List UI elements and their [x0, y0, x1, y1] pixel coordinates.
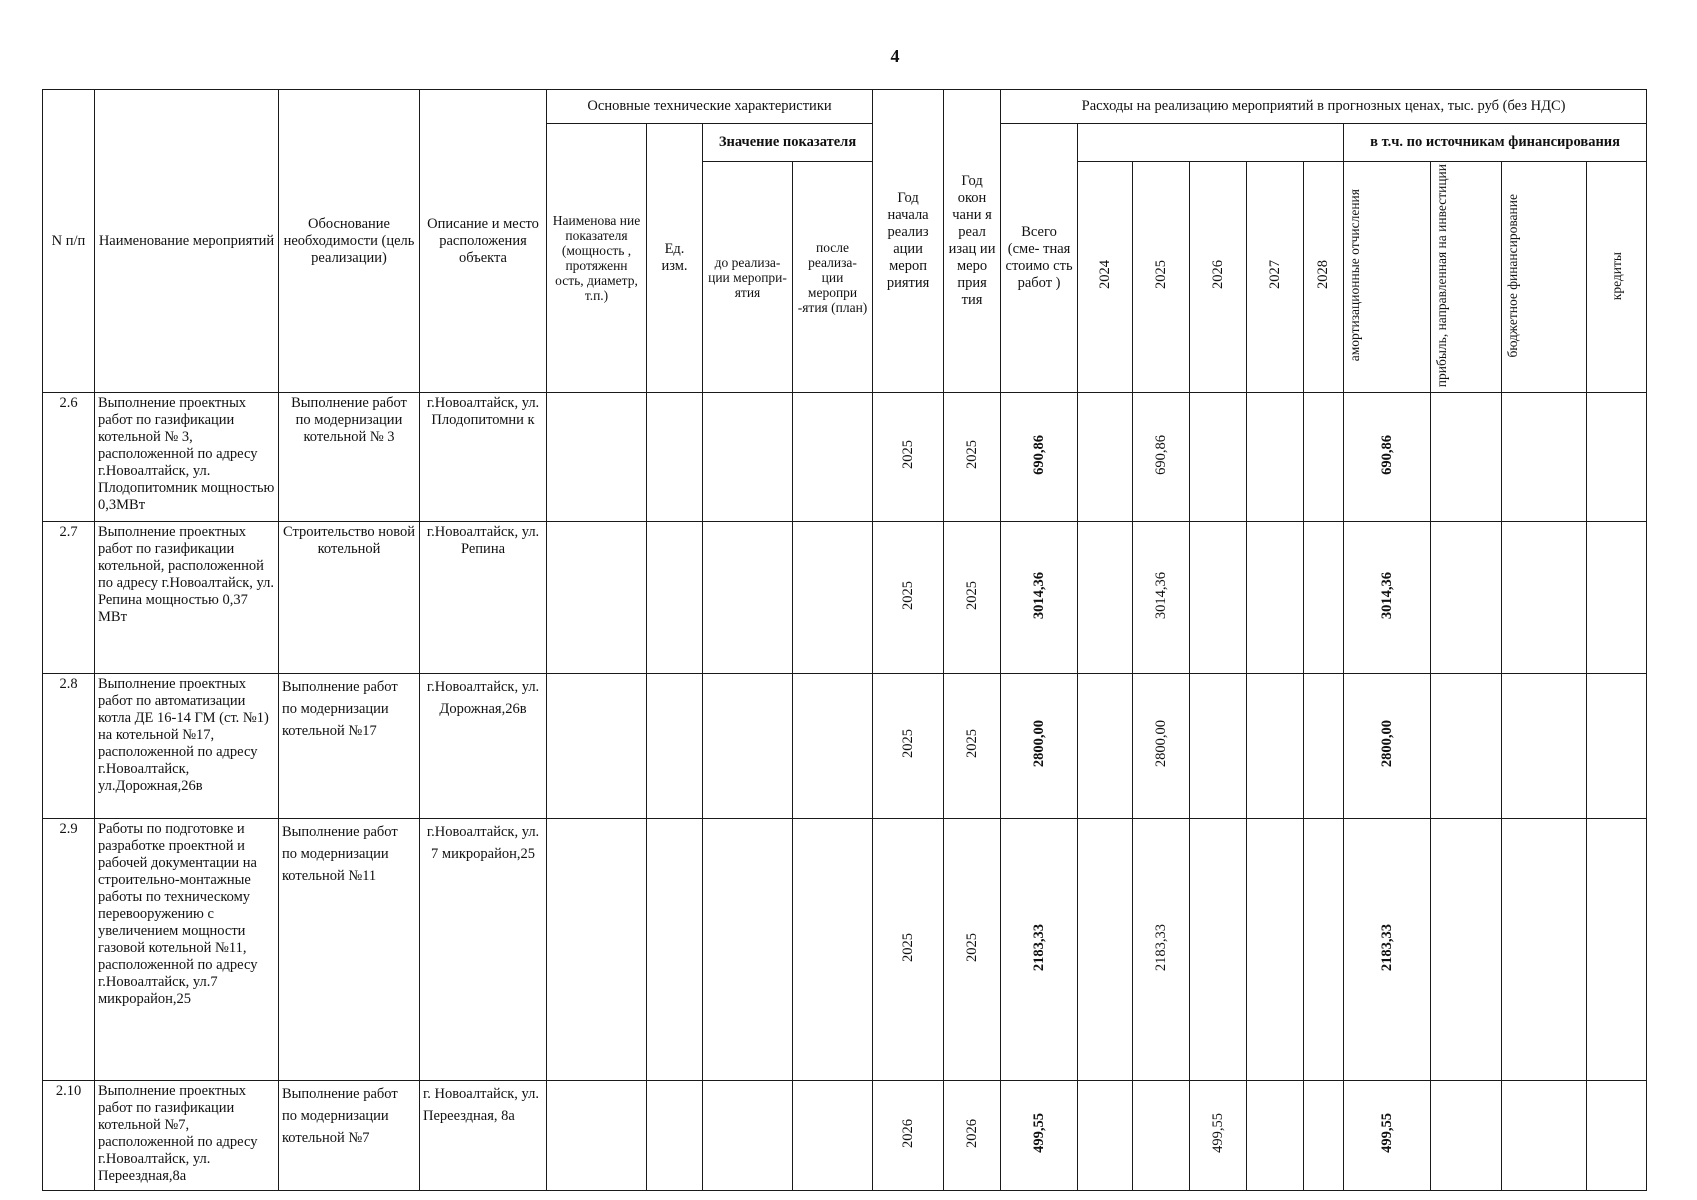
row-after [793, 1081, 873, 1191]
row-start-year: 2026 [899, 1118, 916, 1148]
row-justification: Выполнение работ по модернизации котельной №11 [279, 819, 420, 1081]
row-unit [647, 1081, 703, 1191]
row-unit [647, 522, 703, 674]
header-costs-group: Расходы на реализацию мероприятий в прогнозных ценах, тыс. руб (без НДС) [1001, 90, 1647, 124]
row-cost-2025: 2800,00 [1152, 720, 1169, 768]
row-name: Выполнение проектных работ по газификации котельной № 3, расположенной по адресу г.Новоалтайск, ул. Плодопитомник мощностью 0,3МВт [95, 393, 279, 522]
row-after [793, 522, 873, 674]
row-profit [1431, 674, 1502, 819]
row-profit [1431, 1081, 1502, 1191]
header-year-2024: 2024 [1096, 260, 1113, 290]
row-cost-2025: 3014,36 [1152, 571, 1169, 619]
row-before [703, 819, 793, 1081]
row-description: г.Новоалтайск, ул. Плодопитомни к [420, 393, 547, 522]
row-name: Выполнение проектных работ по газификации котельной, расположенной по адресу г.Новоалтайск, ул. Репина мощностью 0,37 МВт [95, 522, 279, 674]
page-number: 4 [890, 46, 900, 66]
row-indicator-name [547, 674, 647, 819]
table-body [43, 393, 1647, 1191]
row-start-year: 2025 [899, 729, 916, 759]
header-name: Наименование мероприятий [95, 90, 279, 393]
header-justification: Обоснование необходимости (цель реализации) [279, 90, 420, 393]
header-before: до реализа- ции меропри- ятия [703, 162, 793, 393]
row-before [703, 393, 793, 522]
header-indicator-value: Значение показателя [703, 124, 873, 162]
row-end-year: 2026 [963, 1118, 980, 1148]
row-justification: Выполнение работ по модернизации котельной №17 [279, 674, 420, 819]
row-start-year: 2025 [899, 932, 916, 962]
row-num: 2.9 [43, 819, 95, 1081]
row-budget [1502, 819, 1587, 1081]
header-end-year: Год окон чани я реал изац ии меро прия тия [944, 90, 1001, 393]
row-num: 2.10 [43, 1081, 95, 1191]
row-description: г.Новоалтайск, ул. Репина [420, 522, 547, 674]
row-name: Работы по подготовке и разработке проектной и рабочей документации на строительно-монтажные работы по техническому перевооружению с увеличением мощности газовой котельной №11, расположенной по адресу г.Новоалтайск, ул.7 микрорайон,25 [95, 819, 279, 1081]
header-after: после реализа- ции меропри -ятия (план) [793, 162, 873, 393]
row-amortization: 690,86 [1378, 434, 1395, 475]
header-num: N п/п [43, 90, 95, 393]
row-credits [1587, 1081, 1647, 1191]
row-num: 2.8 [43, 674, 95, 819]
row-cost-2026: 499,55 [1209, 1113, 1226, 1154]
row-unit [647, 819, 703, 1081]
row-num: 2.7 [43, 522, 95, 674]
row-before [703, 522, 793, 674]
table-row [43, 1081, 1647, 1191]
row-end-year: 2025 [963, 729, 980, 759]
row-budget [1502, 1081, 1587, 1191]
row-before [703, 674, 793, 819]
row-start-year: 2025 [899, 580, 916, 610]
row-profit [1431, 819, 1502, 1081]
header-source-amortization: амортизационные отчисления [1347, 189, 1363, 362]
row-justification: Строительство новой котельной [279, 522, 420, 674]
row-credits [1587, 819, 1647, 1081]
row-total: 2800,00 [1030, 720, 1047, 768]
row-amortization: 2183,33 [1378, 923, 1395, 971]
row-description: г.Новоалтайск, ул. 7 микрорайон,25 [420, 819, 547, 1081]
header-year-2025: 2025 [1152, 260, 1169, 290]
row-cost-2025: 2183,33 [1152, 923, 1169, 971]
row-description: г. Новоалтайск, ул. Переездная, 8а [420, 1081, 547, 1191]
table-row [43, 522, 1647, 674]
header-source-profit: прибыль, направленная на инвестиции [1434, 164, 1450, 388]
table-header [43, 90, 1647, 393]
row-end-year: 2025 [963, 580, 980, 610]
row-before [703, 1081, 793, 1191]
header-unit: Ед. изм. [647, 124, 703, 393]
row-total: 2183,33 [1030, 923, 1047, 971]
row-credits [1587, 522, 1647, 674]
table-row [43, 393, 1647, 522]
header-years-spacer [1078, 124, 1344, 162]
row-indicator-name [547, 522, 647, 674]
row-indicator-name [547, 1081, 647, 1191]
row-end-year: 2025 [963, 440, 980, 470]
row-after [793, 819, 873, 1081]
row-amortization: 2800,00 [1378, 720, 1395, 768]
table-row [43, 819, 1647, 1081]
row-budget [1502, 674, 1587, 819]
row-amortization: 3014,36 [1378, 571, 1395, 619]
row-profit [1431, 393, 1502, 522]
row-justification: Выполнение работ по модернизации котельной № 3 [279, 393, 420, 522]
row-budget [1502, 393, 1587, 522]
row-description: г.Новоалтайск, ул. Дорожная,26в [420, 674, 547, 819]
row-unit [647, 674, 703, 819]
row-indicator-name [547, 393, 647, 522]
header-description: Описание и место расположения объекта [420, 90, 547, 393]
row-total: 690,86 [1030, 434, 1047, 475]
row-credits [1587, 674, 1647, 819]
header-sources-group: в т.ч. по источникам финансирования [1344, 124, 1647, 162]
row-name: Выполнение проектных работ по газификации котельной №7, расположенной по адресу г.Новоалтайск, ул. Переездная,8а [95, 1081, 279, 1191]
header-indicator-name: Наименова ние показателя (мощность , протяженн ость, диаметр, т.п.) [547, 124, 647, 393]
header-total: Всего (сме- тная стоимо сть работ ) [1001, 124, 1078, 393]
row-amortization: 499,55 [1378, 1113, 1395, 1154]
row-end-year: 2025 [963, 932, 980, 962]
row-profit [1431, 522, 1502, 674]
header-year-2027: 2027 [1266, 260, 1283, 290]
row-cost-2025: 690,86 [1152, 434, 1169, 475]
row-name: Выполнение проектных работ по автоматизации котла ДЕ 16-14 ГМ (ст. №1) на котельной №17, расположенной по адресу г.Новоалтайск, ул.Дорожная,26в [95, 674, 279, 819]
table-row [43, 674, 1647, 819]
header-year-2028: 2028 [1315, 260, 1332, 290]
row-indicator-name [547, 819, 647, 1081]
row-budget [1502, 522, 1587, 674]
row-justification: Выполнение работ по модернизации котельной №7 [279, 1081, 420, 1191]
row-after [793, 393, 873, 522]
investment-table [42, 89, 1647, 1191]
header-year-2026: 2026 [1209, 260, 1226, 290]
row-num: 2.6 [43, 393, 95, 522]
row-after [793, 674, 873, 819]
row-total: 3014,36 [1030, 571, 1047, 619]
row-total: 499,55 [1030, 1113, 1047, 1154]
header-start-year: Год начала реализ ации мероп риятия [873, 90, 944, 393]
row-credits [1587, 393, 1647, 522]
row-unit [647, 393, 703, 522]
header-source-budget: бюджетное финансирование [1505, 193, 1521, 358]
row-start-year: 2025 [899, 440, 916, 470]
header-tech-group: Основные технические характеристики [547, 90, 873, 124]
header-source-credits: кредиты [1609, 251, 1625, 300]
